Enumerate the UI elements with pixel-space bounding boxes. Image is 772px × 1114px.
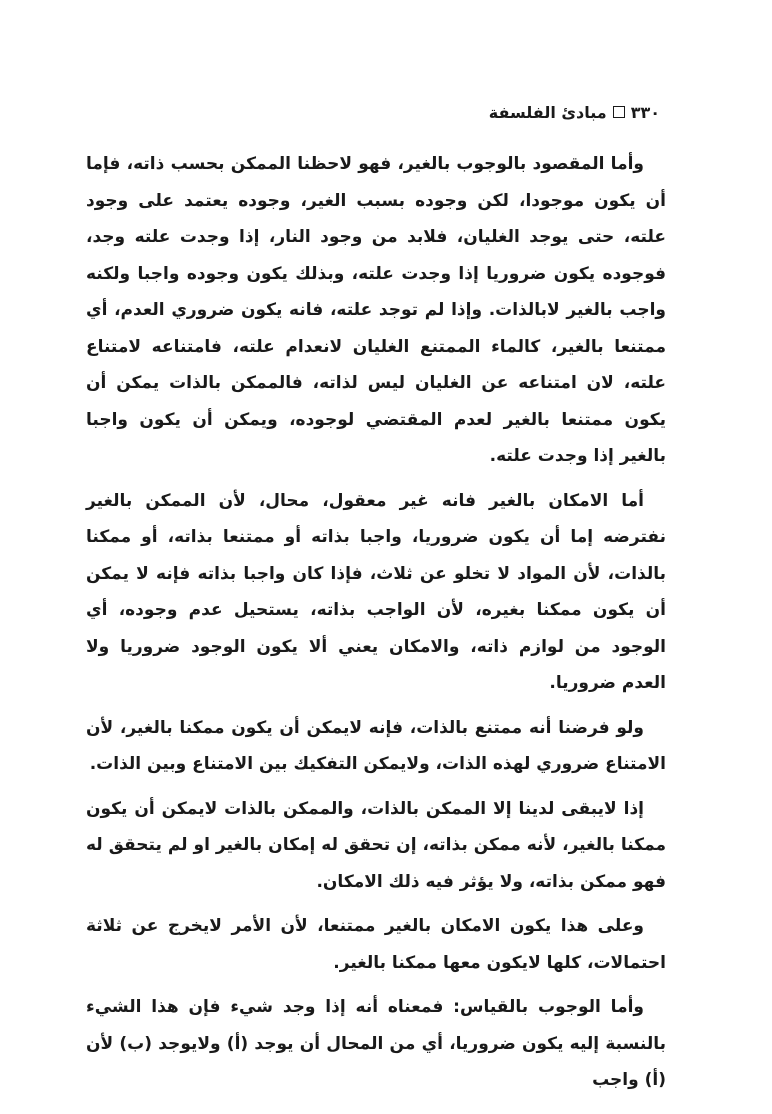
page-number: ٣٣٠ xyxy=(630,102,660,122)
body-text xyxy=(86,146,666,1090)
paragraph-3: ولو فرضنا أنه ممتنع بالذات، فإنه لايمكن أن يكون ممكنا بالغير، لأن الامتناع ضروري لهذه الذات، ولايمكن التفكيك بين الامتناع وبين الذات. xyxy=(86,717,666,774)
square-ornament-icon xyxy=(613,106,625,118)
paragraph-6: وأما الوجوب بالقياس: فمعناه أنه إذا وجد شيء فإن هذا الشيء بالنسبة إليه يكون ضروريا، أي من المحال أن يوجد (أ) ولايوجد (ب) لأن (أ) واجب xyxy=(86,997,666,1090)
running-head xyxy=(489,98,660,126)
paragraph-1: وأما المقصود بالوجوب بالغير، فهو لاحظنا الممكن بحسب ذاته، فإما أن يكون موجودا، لكن وجوده بسبب الغير، وجوده يعتمد على وجود علته، حتى يوجد الغليان، فلابد من وجود النار، إذا وجدت علته وجد، فوجوده يكون ضروريا إذا وجدت علته، وبذلك يكون وجوده واجبا ولكنه واجب بالغير لابالذات. وإذا لم توجد علته، فانه يكون ضروري العدم، أي ممتنعا بالغير، كالماء الممتنع الغليان لانعدام علته، فامتناعه لامتناع علته، لان امتناعه عن الغليان ليس لذاته، فالممكن بالذات يمكن أن يكون ممتنعا بالغير لعدم المقتضي لوجوده، ويمكن أن يكون واجبا بالغير إذا وجدت علته. xyxy=(86,154,666,466)
paragraph-4: إذا لايبقى لدينا إلا الممكن بالذات، والممكن بالذات لايمكن أن يكون ممكنا بالغير، لأنه ممكن بذاته، إن تحقق له إمكان بالغير او لم يتحقق له فهو ممكن بذاته، ولا يؤثر فيه ذلك الامكان. xyxy=(86,798,666,892)
book-title: مبادئ الفلسفة xyxy=(488,102,607,122)
paragraph-2: أما الامكان بالغير فانه غير معقول، محال، لأن الممكن بالغير نفترضه إما أن يكون ضروريا، واجبا بذاته أو ممتنعا بذاته، أو ممكنا بالذات، لأن المواد لا تخلو عن ثلاث، فإذا كان واجبا بذاته فإنه لا يمكن أن يكون ممكنا بغيره، لأن الواجب بذاته، يستحيل عدم وجوده، أي الوجود من لوازم ذاته، والامكان يعني ألا يكون الوجود ضروريا ولا العدم ضروريا. xyxy=(86,490,666,693)
paragraph-5: وعلى هذا يكون الامكان بالغير ممتنعا، لأن الأمر لايخرج عن ثلاثة احتمالات، كلها لايكون معها ممكنا بالغير. xyxy=(86,916,666,973)
